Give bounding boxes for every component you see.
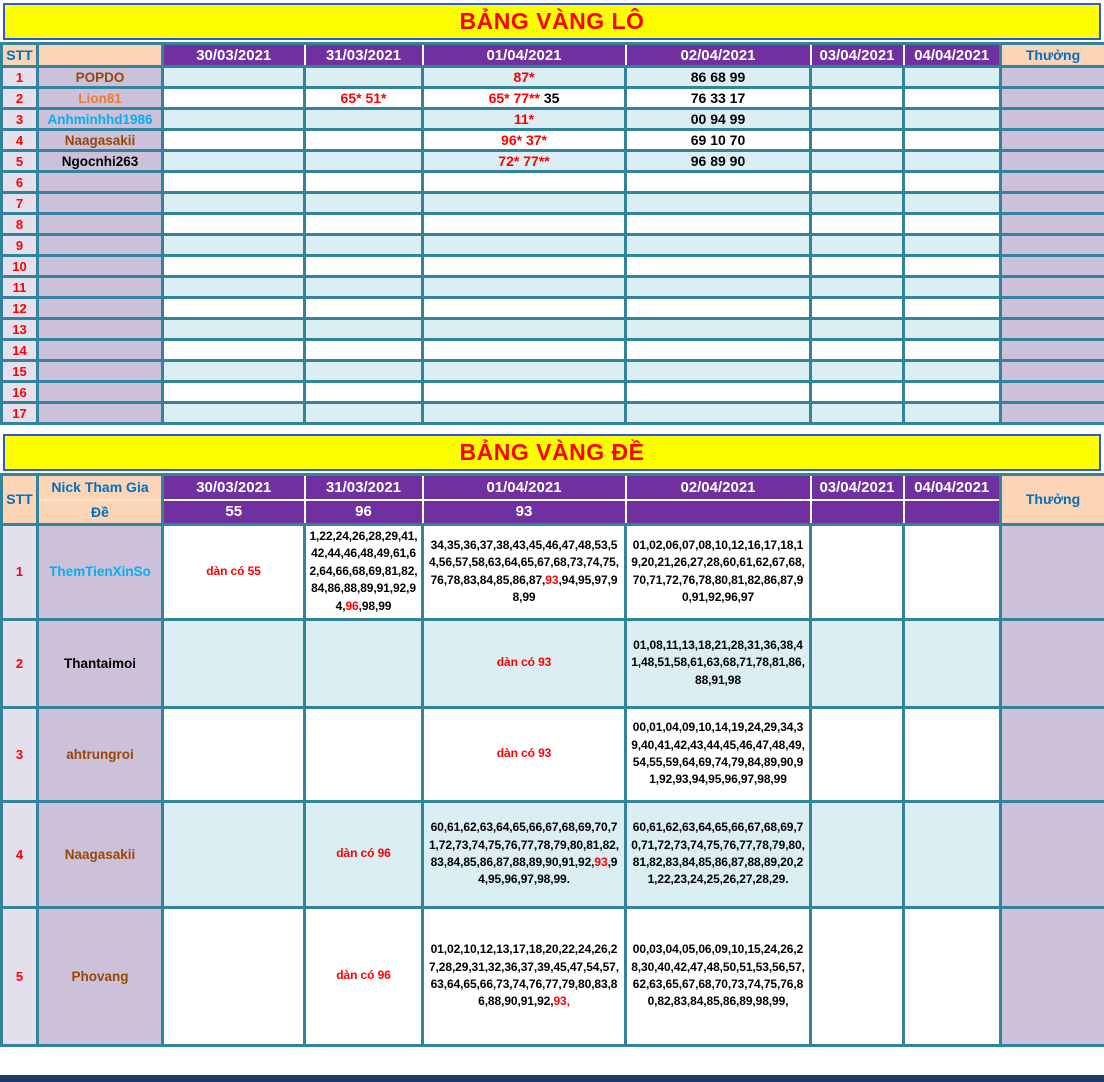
data-cell[interactable] xyxy=(811,277,904,298)
stt-cell[interactable]: 4 xyxy=(2,130,38,151)
data-cell[interactable] xyxy=(423,907,626,1045)
data-cell[interactable] xyxy=(811,361,904,382)
data-cell[interactable] xyxy=(163,382,305,403)
table-row xyxy=(2,256,1104,277)
de-title: BẢNG VÀNG ĐỀ xyxy=(459,439,645,465)
data-cell[interactable] xyxy=(811,214,904,235)
table-row xyxy=(2,235,1104,256)
data-cell[interactable] xyxy=(163,801,305,907)
cell-text-segment: dàn có 55 xyxy=(206,563,261,578)
table-row xyxy=(2,67,1104,88)
cell-text-segment: 60,61,62,63,64,65,66,67,68,69,70,71,72,73,74,75,76,77,78,79,80,81,82,83,84,85,86,87,88,89,90,91,92, xyxy=(428,820,619,869)
table-row xyxy=(2,707,1104,801)
data-cell[interactable] xyxy=(163,130,305,151)
data-cell[interactable] xyxy=(904,151,1001,172)
stt-cell[interactable]: 4 xyxy=(2,801,38,907)
data-cell[interactable] xyxy=(423,340,626,361)
table-row xyxy=(2,619,1104,707)
stt-cell[interactable]: 13 xyxy=(2,319,38,340)
data-cell[interactable]: 00 94 99 xyxy=(626,109,811,130)
table-row xyxy=(2,382,1104,403)
cell-text-segment: dàn có 96 xyxy=(336,968,391,983)
data-cell[interactable] xyxy=(305,193,423,214)
cell-text-segment: dàn có 93 xyxy=(496,655,552,670)
lo-title: BẢNG VÀNG LÔ xyxy=(459,8,645,34)
table-row xyxy=(2,319,1104,340)
data-cell[interactable] xyxy=(811,256,904,277)
de-subval-4[interactable] xyxy=(626,500,811,525)
de-header-row-1 xyxy=(2,475,1104,500)
nick-cell[interactable]: POPDO xyxy=(38,67,163,88)
data-cell[interactable] xyxy=(423,298,626,319)
data-cell[interactable] xyxy=(904,214,1001,235)
data-cell[interactable] xyxy=(163,361,305,382)
table-row xyxy=(2,340,1104,361)
data-cell[interactable] xyxy=(423,382,626,403)
reward-cell[interactable] xyxy=(1001,382,1104,403)
de-header-date-1[interactable]: 30/03/2021 xyxy=(163,475,305,500)
data-cell[interactable] xyxy=(626,382,811,403)
lo-header-date-3[interactable]: 01/04/2021 xyxy=(423,44,626,67)
data-cell[interactable] xyxy=(904,172,1001,193)
de-header-reward[interactable]: Thưởng xyxy=(1001,475,1104,525)
cell-text-segment: 65* 77** xyxy=(488,90,540,106)
reward-cell[interactable] xyxy=(1001,235,1104,256)
data-cell[interactable] xyxy=(904,707,1001,801)
de-header-stt[interactable]: STT xyxy=(2,475,38,525)
nick-cell[interactable] xyxy=(38,256,163,277)
data-cell[interactable] xyxy=(305,340,423,361)
data-cell[interactable] xyxy=(626,403,811,424)
table-row xyxy=(2,801,1104,907)
data-cell[interactable] xyxy=(811,172,904,193)
data-cell[interactable] xyxy=(811,524,904,619)
data-cell[interactable] xyxy=(423,151,626,172)
nick-cell[interactable] xyxy=(38,298,163,319)
reward-cell[interactable] xyxy=(1001,172,1104,193)
table-row xyxy=(2,524,1104,619)
de-header-date-2[interactable]: 31/03/2021 xyxy=(305,475,423,500)
data-cell[interactable] xyxy=(423,214,626,235)
stt-cell[interactable]: 17 xyxy=(2,403,38,424)
nick-cell[interactable]: Anhminhhd1986 xyxy=(38,109,163,130)
data-cell[interactable] xyxy=(904,130,1001,151)
cell-text-segment: 96 xyxy=(345,598,359,613)
de-subval-3[interactable]: 93 xyxy=(423,500,626,525)
table-row xyxy=(2,361,1104,382)
reward-cell[interactable] xyxy=(1001,907,1104,1045)
data-cell[interactable] xyxy=(423,524,626,619)
cell-text-segment: 01,02,10,12,13,17,18,20,22,24,26,27,28,29,31,32,36,37,39,45,47,54,57,63,64,65,66,73,74,76,77,79,80,83,86,88,90,91,92, xyxy=(428,942,619,1009)
cell-text-segment: 93 xyxy=(545,572,559,587)
data-cell[interactable]: 00,01,04,09,10,14,19,24,29,34,39,40,41,42,43,44,45,46,47,48,49,54,55,59,64,69,74,79,84,89,90,91,92,93,94,95,96,97,98,99 xyxy=(626,707,811,801)
stt-cell[interactable]: 9 xyxy=(2,235,38,256)
lo-header-date-2[interactable]: 31/03/2021 xyxy=(305,44,423,67)
data-cell[interactable]: 00,03,04,05,06,09,10,15,24,26,28,30,40,42,47,48,50,51,53,56,57,62,63,65,67,68,70,73,74,75,76,80,82,83,84,85,86,89,98,99, xyxy=(626,907,811,1045)
data-cell[interactable] xyxy=(305,801,423,907)
data-cell[interactable]: 76 33 17 xyxy=(626,88,811,109)
reward-cell[interactable] xyxy=(1001,298,1104,319)
lo-header-reward[interactable]: Thưởng xyxy=(1001,44,1104,67)
data-cell[interactable] xyxy=(626,361,811,382)
nick-cell[interactable] xyxy=(38,235,163,256)
nick-cell[interactable]: Naagasakii xyxy=(38,130,163,151)
data-cell[interactable]: 96 89 90 xyxy=(626,151,811,172)
data-cell[interactable] xyxy=(423,88,626,109)
lo-header-date-4[interactable]: 02/04/2021 xyxy=(626,44,811,67)
data-cell[interactable] xyxy=(811,319,904,340)
data-cell[interactable] xyxy=(811,619,904,707)
nick-cell[interactable]: Naagasakii xyxy=(38,801,163,907)
data-cell[interactable] xyxy=(305,707,423,801)
table-row xyxy=(2,88,1104,109)
stt-cell[interactable]: 8 xyxy=(2,214,38,235)
nick-cell[interactable]: ThemTienXinSo xyxy=(38,524,163,619)
data-cell[interactable] xyxy=(904,524,1001,619)
table-row xyxy=(2,130,1104,151)
cell-text-segment: 93, xyxy=(553,994,570,1009)
reward-cell[interactable] xyxy=(1001,88,1104,109)
lo-header-date-1[interactable]: 30/03/2021 xyxy=(163,44,305,67)
data-cell[interactable] xyxy=(305,172,423,193)
data-cell[interactable] xyxy=(904,109,1001,130)
data-cell[interactable] xyxy=(811,88,904,109)
reward-cell[interactable] xyxy=(1001,67,1104,88)
data-cell[interactable] xyxy=(904,801,1001,907)
data-cell[interactable] xyxy=(163,907,305,1045)
data-cell[interactable] xyxy=(305,298,423,319)
data-cell[interactable] xyxy=(305,151,423,172)
stt-cell[interactable]: 5 xyxy=(2,151,38,172)
data-cell[interactable]: 01,08,11,13,18,21,28,31,36,38,41,48,51,58,61,63,68,71,78,81,86,88,91,98 xyxy=(626,619,811,707)
stt-cell[interactable]: 12 xyxy=(2,298,38,319)
data-cell[interactable] xyxy=(423,801,626,907)
cell-text-segment: 93 xyxy=(594,855,608,869)
cell-text-segment: 72* 77** xyxy=(498,153,550,169)
stt-cell[interactable]: 15 xyxy=(2,361,38,382)
data-cell[interactable] xyxy=(163,151,305,172)
reward-cell[interactable] xyxy=(1001,707,1104,801)
data-cell[interactable] xyxy=(811,801,904,907)
data-cell[interactable] xyxy=(305,214,423,235)
cell-text-segment: 11* xyxy=(513,111,535,127)
reward-cell[interactable] xyxy=(1001,524,1104,619)
nick-cell[interactable] xyxy=(38,172,163,193)
nick-cell[interactable] xyxy=(38,319,163,340)
reward-cell[interactable] xyxy=(1001,319,1104,340)
table-row xyxy=(2,277,1104,298)
reward-cell[interactable] xyxy=(1001,619,1104,707)
data-cell[interactable]: 60,61,62,63,64,65,66,67,68,69,70,71,72,73,74,75,76,77,78,79,80,81,82,83,84,85,86,87,88,89,20,21,22,23,24,25,26,27,28,29. xyxy=(626,801,811,907)
data-cell[interactable] xyxy=(305,67,423,88)
data-cell[interactable] xyxy=(163,235,305,256)
data-cell[interactable] xyxy=(811,907,904,1045)
data-cell[interactable] xyxy=(904,277,1001,298)
nick-cell[interactable] xyxy=(38,214,163,235)
de-header-date-5[interactable]: 03/04/2021 xyxy=(811,475,904,500)
data-cell[interactable] xyxy=(163,298,305,319)
reward-cell[interactable] xyxy=(1001,193,1104,214)
de-header-date-3[interactable]: 01/04/2021 xyxy=(423,475,626,500)
data-cell[interactable]: 01,02,06,07,08,10,12,16,17,18,19,20,21,26,27,28,60,61,62,67,68,70,71,72,76,78,80,81,82,86,87,90,91,92,96,97 xyxy=(626,524,811,619)
data-cell[interactable] xyxy=(423,619,626,707)
data-cell[interactable] xyxy=(811,193,904,214)
stt-cell[interactable]: 14 xyxy=(2,340,38,361)
data-cell[interactable] xyxy=(423,277,626,298)
data-cell[interactable] xyxy=(163,319,305,340)
data-cell[interactable] xyxy=(163,707,305,801)
data-cell[interactable] xyxy=(305,524,423,619)
stt-cell[interactable]: 3 xyxy=(2,707,38,801)
data-cell[interactable] xyxy=(904,907,1001,1045)
data-cell[interactable] xyxy=(305,109,423,130)
reward-cell[interactable] xyxy=(1001,256,1104,277)
data-cell[interactable] xyxy=(904,619,1001,707)
lo-header-stt[interactable]: STT xyxy=(2,44,38,67)
reward-cell[interactable] xyxy=(1001,151,1104,172)
lo-table xyxy=(0,42,1104,425)
de-table xyxy=(0,473,1104,1047)
table-row xyxy=(2,151,1104,172)
cell-text-segment: ,94,95,97,98,99 xyxy=(512,572,618,604)
data-cell[interactable] xyxy=(811,151,904,172)
nick-cell[interactable] xyxy=(38,403,163,424)
data-cell[interactable] xyxy=(423,172,626,193)
cell-text-segment: ,98,99 xyxy=(358,598,392,613)
stt-cell[interactable]: 5 xyxy=(2,907,38,1045)
table-row xyxy=(2,193,1104,214)
lo-header-date-6[interactable]: 04/04/2021 xyxy=(904,44,1001,67)
data-cell[interactable] xyxy=(163,109,305,130)
nick-cell[interactable] xyxy=(38,277,163,298)
data-cell[interactable] xyxy=(305,319,423,340)
data-cell[interactable] xyxy=(423,109,626,130)
cell-text-segment: dàn có 96 xyxy=(336,846,391,861)
data-cell[interactable] xyxy=(305,403,423,424)
cell-text-segment: 96* 37* xyxy=(501,132,547,148)
reward-cell[interactable] xyxy=(1001,403,1104,424)
data-cell[interactable] xyxy=(904,235,1001,256)
table-row xyxy=(2,214,1104,235)
nick-cell[interactable]: Ngocnhi263 xyxy=(38,151,163,172)
stt-cell[interactable]: 10 xyxy=(2,256,38,277)
data-cell[interactable] xyxy=(423,361,626,382)
data-cell[interactable] xyxy=(163,193,305,214)
data-cell[interactable] xyxy=(423,67,626,88)
data-cell[interactable] xyxy=(626,235,811,256)
data-cell[interactable] xyxy=(163,67,305,88)
data-cell[interactable] xyxy=(811,235,904,256)
stt-cell[interactable]: 16 xyxy=(2,382,38,403)
lo-header-date-5[interactable]: 03/04/2021 xyxy=(811,44,904,67)
de-header-de[interactable]: Đề xyxy=(38,500,163,525)
reward-cell[interactable] xyxy=(1001,109,1104,130)
data-cell[interactable] xyxy=(423,235,626,256)
data-cell[interactable] xyxy=(811,298,904,319)
data-cell[interactable] xyxy=(423,319,626,340)
data-cell[interactable] xyxy=(163,88,305,109)
data-cell[interactable] xyxy=(904,340,1001,361)
cell-text-segment: ,94,95,96,97,98,99. xyxy=(478,855,618,887)
nick-cell[interactable] xyxy=(38,340,163,361)
table-row xyxy=(2,907,1104,1045)
stt-cell[interactable]: 3 xyxy=(2,109,38,130)
data-cell[interactable] xyxy=(305,382,423,403)
nick-cell[interactable] xyxy=(38,193,163,214)
lo-table-body xyxy=(2,67,1104,424)
data-cell[interactable] xyxy=(163,403,305,424)
data-cell[interactable] xyxy=(626,214,811,235)
de-subval-1[interactable]: 55 xyxy=(163,500,305,525)
data-cell[interactable] xyxy=(626,256,811,277)
data-cell[interactable] xyxy=(626,277,811,298)
stt-cell[interactable]: 2 xyxy=(2,619,38,707)
data-cell[interactable] xyxy=(904,193,1001,214)
reward-cell[interactable] xyxy=(1001,214,1104,235)
data-cell[interactable] xyxy=(305,88,423,109)
reward-cell[interactable] xyxy=(1001,340,1104,361)
data-cell[interactable] xyxy=(305,361,423,382)
reward-cell[interactable] xyxy=(1001,801,1104,907)
data-cell[interactable] xyxy=(305,235,423,256)
reward-cell[interactable] xyxy=(1001,277,1104,298)
table-row xyxy=(2,403,1104,424)
data-cell[interactable] xyxy=(811,707,904,801)
data-cell[interactable] xyxy=(811,130,904,151)
data-cell[interactable] xyxy=(163,172,305,193)
table-row xyxy=(2,172,1104,193)
de-header-nick[interactable]: Nick Tham Gia xyxy=(38,475,163,500)
data-cell[interactable] xyxy=(163,214,305,235)
de-subval-6[interactable] xyxy=(904,500,1001,525)
stt-cell[interactable]: 1 xyxy=(2,524,38,619)
data-cell[interactable] xyxy=(305,256,423,277)
table-row xyxy=(2,298,1104,319)
data-cell[interactable] xyxy=(904,298,1001,319)
data-cell[interactable] xyxy=(811,403,904,424)
data-cell[interactable] xyxy=(904,403,1001,424)
data-cell[interactable] xyxy=(904,361,1001,382)
stt-cell[interactable]: 11 xyxy=(2,277,38,298)
data-cell[interactable]: 86 68 99 xyxy=(626,67,811,88)
data-cell[interactable] xyxy=(626,193,811,214)
data-cell[interactable] xyxy=(811,67,904,88)
lo-header-name[interactable] xyxy=(38,44,163,67)
nick-cell[interactable]: Lion81 xyxy=(38,88,163,109)
data-cell[interactable] xyxy=(163,524,305,619)
data-cell[interactable] xyxy=(626,172,811,193)
data-cell[interactable] xyxy=(423,193,626,214)
de-banner xyxy=(3,434,1101,471)
nick-cell[interactable] xyxy=(38,382,163,403)
data-cell[interactable] xyxy=(305,277,423,298)
stt-cell[interactable]: 7 xyxy=(2,193,38,214)
data-cell[interactable] xyxy=(626,298,811,319)
data-cell[interactable] xyxy=(811,340,904,361)
data-cell[interactable] xyxy=(305,619,423,707)
cell-text-segment: 1,22,24,26,28,29,41,42,44,46,48,49,61,62,64,66,68,69,81,82,84,86,88,89,91,92,94, xyxy=(309,529,418,613)
data-cell[interactable] xyxy=(811,382,904,403)
data-cell[interactable] xyxy=(423,403,626,424)
data-cell[interactable] xyxy=(626,340,811,361)
data-cell[interactable]: 69 10 70 xyxy=(626,130,811,151)
data-cell[interactable] xyxy=(305,907,423,1045)
nick-cell[interactable]: Phovang xyxy=(38,907,163,1045)
cell-text-segment: 65* 51* xyxy=(340,90,387,106)
cell-text-segment: 34,35,36,37,38,43,45,46,47,48,53,54,56,57,58,63,64,65,67,68,73,74,75,76,78,83,84,85,86,87, xyxy=(428,537,619,587)
data-cell[interactable] xyxy=(904,67,1001,88)
stt-cell[interactable]: 2 xyxy=(2,88,38,109)
data-cell[interactable] xyxy=(423,256,626,277)
lo-banner xyxy=(3,3,1101,40)
de-subval-5[interactable] xyxy=(811,500,904,525)
reward-cell[interactable] xyxy=(1001,361,1104,382)
cell-text-segment: 35 xyxy=(539,90,560,106)
stt-cell[interactable]: 6 xyxy=(2,172,38,193)
data-cell[interactable] xyxy=(163,277,305,298)
bottom-window-edge xyxy=(0,1075,1104,1082)
nick-cell[interactable] xyxy=(38,361,163,382)
de-header-date-6[interactable]: 04/04/2021 xyxy=(904,475,1001,500)
data-cell[interactable] xyxy=(626,319,811,340)
nick-cell[interactable]: ahtrungroi xyxy=(38,707,163,801)
de-header-date-4[interactable]: 02/04/2021 xyxy=(626,475,811,500)
data-cell[interactable] xyxy=(305,130,423,151)
cell-text-segment: dàn có 93 xyxy=(496,746,552,761)
data-cell[interactable] xyxy=(163,340,305,361)
de-table-body xyxy=(2,524,1104,1045)
data-cell[interactable] xyxy=(423,707,626,801)
data-cell[interactable] xyxy=(163,619,305,707)
lo-header-row xyxy=(2,44,1104,67)
data-cell[interactable] xyxy=(904,382,1001,403)
stt-cell[interactable]: 1 xyxy=(2,67,38,88)
de-subval-2[interactable]: 96 xyxy=(305,500,423,525)
data-cell[interactable] xyxy=(904,256,1001,277)
reward-cell[interactable] xyxy=(1001,130,1104,151)
cell-text-segment: 87* xyxy=(513,69,535,85)
nick-cell[interactable]: Thantaimoi xyxy=(38,619,163,707)
table-row xyxy=(2,109,1104,130)
data-cell[interactable] xyxy=(904,88,1001,109)
data-cell[interactable] xyxy=(163,256,305,277)
data-cell[interactable] xyxy=(423,130,626,151)
de-header-row-2 xyxy=(2,500,1104,525)
data-cell[interactable] xyxy=(904,319,1001,340)
data-cell[interactable] xyxy=(811,109,904,130)
